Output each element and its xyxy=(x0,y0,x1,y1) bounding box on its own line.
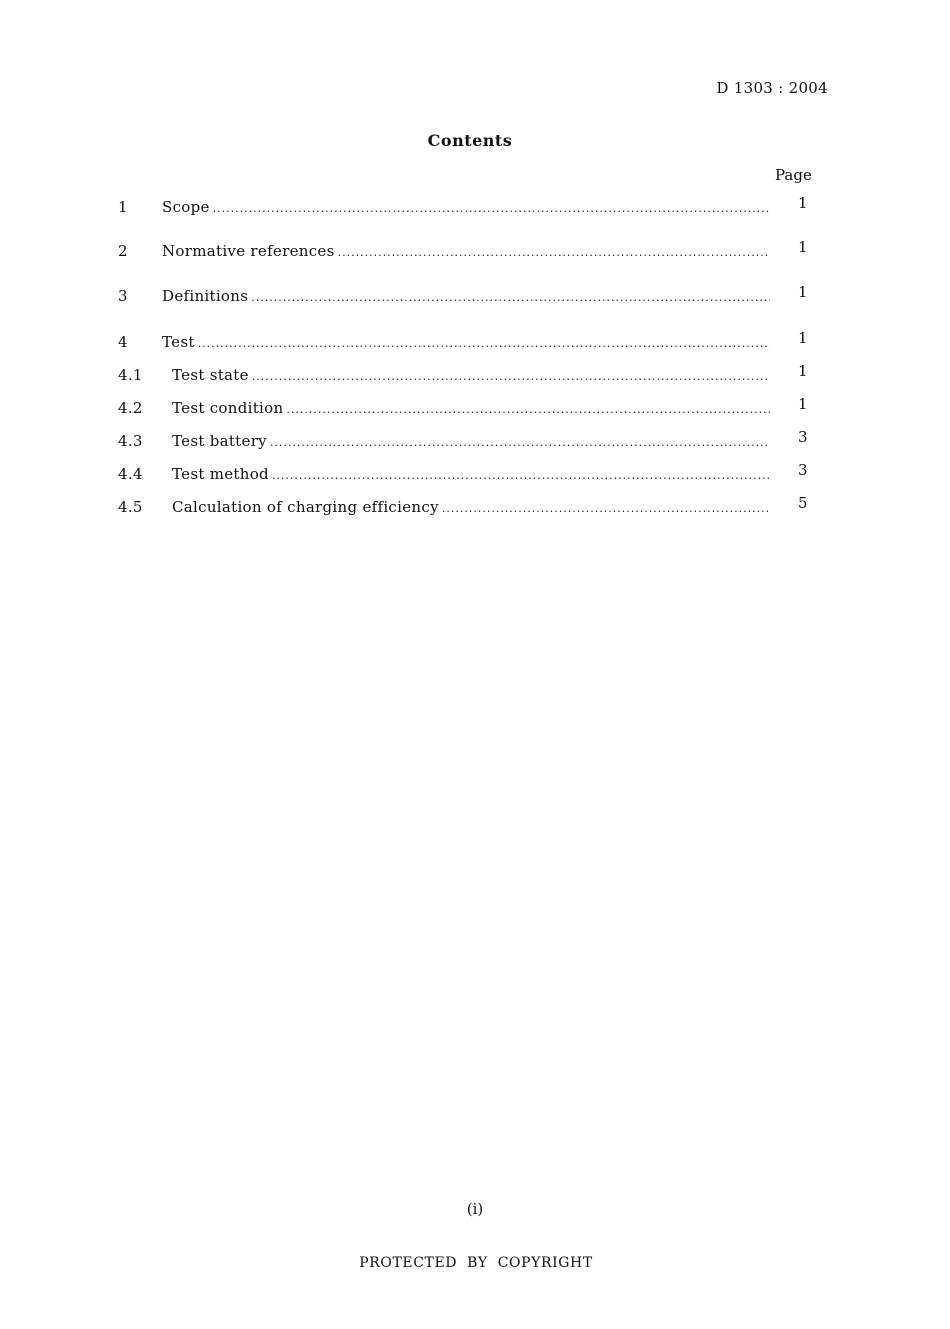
toc-entry[interactable] xyxy=(118,428,818,454)
dot-leader xyxy=(198,333,770,355)
toc-entry-page: 5 xyxy=(798,494,808,512)
toc-entry[interactable] xyxy=(118,395,818,421)
toc-entry-number: 4.2 xyxy=(118,399,143,417)
footer-page-number: (i) xyxy=(466,1200,484,1218)
toc-entry-page: 3 xyxy=(798,461,808,479)
toc-entry-page: 1 xyxy=(798,283,808,301)
toc-entry-page: 1 xyxy=(798,362,808,380)
toc-entry-number: 4 xyxy=(118,333,128,351)
toc-entry-title: Test xyxy=(162,333,195,351)
toc-entry-title: Normative references xyxy=(162,242,335,260)
toc-entry-title: Calculation of charging efficiency xyxy=(172,498,439,516)
toc-entry[interactable] xyxy=(118,329,818,355)
dot-leader xyxy=(270,432,770,454)
document-id: D 1303 : 2004 xyxy=(716,79,828,97)
copyright-notice: PROTECTED BY COPYRIGHT xyxy=(359,1255,593,1271)
toc-entry-number: 4.5 xyxy=(118,498,143,516)
dot-leader xyxy=(442,498,770,520)
toc-entry-title: Test state xyxy=(172,366,249,384)
dot-leader xyxy=(213,198,770,220)
dot-leader xyxy=(338,242,770,264)
toc-entry-number: 3 xyxy=(118,287,128,305)
toc-entry[interactable] xyxy=(118,194,818,220)
toc-entry[interactable] xyxy=(118,362,818,388)
toc-entry-page: 1 xyxy=(798,238,808,256)
toc-entry-title: Test condition xyxy=(172,399,284,417)
page-column-label: Page xyxy=(775,166,812,184)
dot-leader xyxy=(251,287,770,309)
toc-entry[interactable] xyxy=(118,238,818,264)
dot-leader xyxy=(286,399,770,421)
toc-entry-number: 4.1 xyxy=(118,366,143,384)
page-title: Contents xyxy=(427,131,513,150)
toc-entry-page: 1 xyxy=(798,329,808,347)
toc-entry-title: Definitions xyxy=(162,287,249,305)
dot-leader xyxy=(252,366,770,388)
toc-entry-page: 1 xyxy=(798,194,808,212)
toc-entry-title: Scope xyxy=(162,198,210,216)
toc-entry-title: Test battery xyxy=(172,432,267,450)
toc-entry[interactable] xyxy=(118,283,818,309)
toc-entry-number: 1 xyxy=(118,198,128,216)
toc-entry-page: 3 xyxy=(798,428,808,446)
toc-entry-title: Test method xyxy=(172,465,269,483)
toc-entry-page: 1 xyxy=(798,395,808,413)
toc-entry[interactable] xyxy=(118,494,818,520)
toc-entry[interactable] xyxy=(118,461,818,487)
toc-entry-number: 4.3 xyxy=(118,432,143,450)
toc-entry-number: 2 xyxy=(118,242,128,260)
dot-leader xyxy=(272,465,770,487)
toc-entry-number: 4.4 xyxy=(118,465,143,483)
